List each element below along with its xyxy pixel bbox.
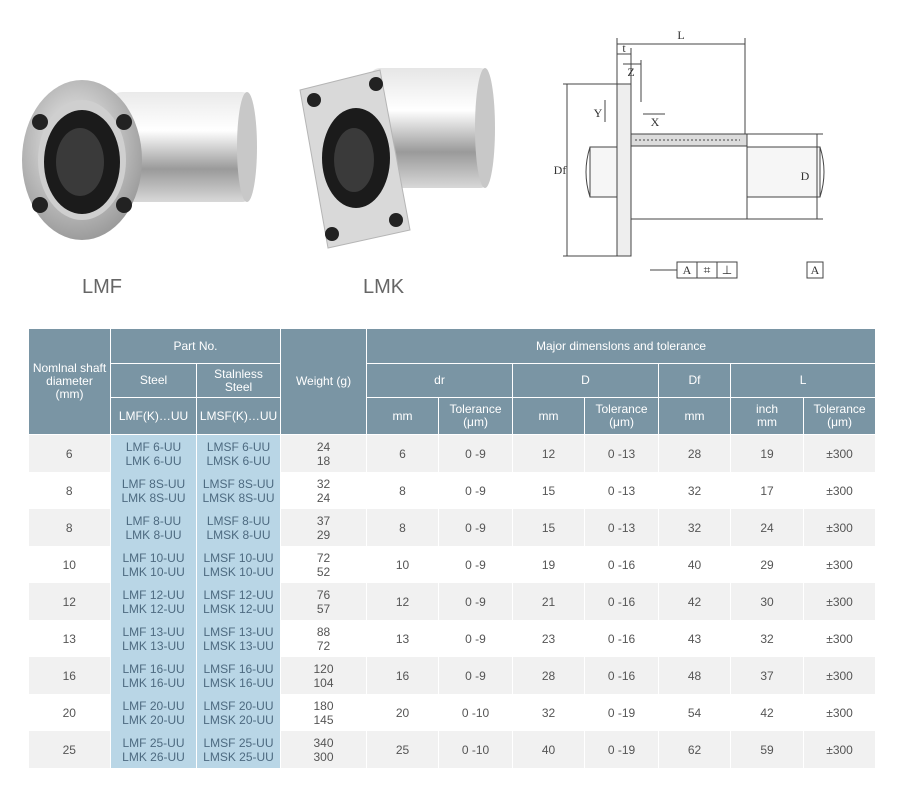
header-steel: Steel: [111, 364, 197, 398]
D-mm-cell: [513, 731, 585, 768]
stainless-part-cell: [197, 435, 281, 473]
L-tolerance-cell-text: ±300: [826, 594, 853, 609]
D-tolerance-cell-text: 0 -13: [607, 483, 636, 498]
L-tolerance-cell: [804, 620, 876, 657]
weight-cell-text: 104: [313, 675, 334, 690]
dr-tolerance-cell: [439, 509, 513, 546]
steel-part-cell-text: LMK 26-UU: [122, 749, 185, 764]
stainless-part-cell-text: LMSF 16-UU: [203, 661, 274, 676]
table-row: [29, 731, 876, 768]
L-mm-cell: [731, 472, 804, 509]
D-tolerance-cell: [585, 694, 659, 731]
stainless-part-cell-text: LMSK 25-UU: [203, 749, 274, 764]
D-tolerance-cell: [585, 620, 659, 657]
D-mm-cell: [513, 583, 585, 620]
steel-part-cell: [111, 435, 197, 473]
L-tolerance-cell-text: ±300: [826, 483, 853, 498]
L-mm-cell-text: 19: [760, 446, 774, 461]
Df-mm-cell-text: 28: [687, 446, 702, 461]
weight-cell-text: 340: [313, 735, 334, 750]
steel-part-cell-text: LMF 6-UU: [125, 439, 182, 454]
table-row: [29, 435, 876, 473]
D-mm-cell-text: 19: [541, 557, 556, 572]
Df-mm-cell: [659, 620, 731, 657]
dr-mm-cell: [367, 435, 439, 473]
Df-mm-cell-text: 43: [687, 631, 702, 646]
D-tolerance-cell: [585, 435, 659, 473]
dr-mm-cell: [367, 546, 439, 583]
stainless-part-cell-text: LMSK 16-UU: [203, 675, 274, 690]
weight-cell-text: 120: [313, 661, 334, 676]
weight-cell-text: 72: [316, 550, 331, 565]
steel-part-cell: [111, 472, 197, 509]
L-tolerance-cell-text: ±300: [826, 557, 853, 572]
dr-tolerance-cell: [439, 472, 513, 509]
weight-cell-text: 180: [313, 698, 334, 713]
dim-D-label: D: [800, 169, 810, 183]
L-mm-cell-text: 59: [760, 742, 774, 757]
L-mm-cell-text: 32: [760, 631, 774, 646]
steel-part-cell-text: LMF 20-UU: [122, 698, 185, 713]
dim-t-label: t: [622, 41, 626, 55]
header-Df: Df: [659, 364, 731, 398]
weight-cell-text: 24: [316, 490, 331, 505]
D-mm-cell-text: 12: [541, 446, 556, 461]
header-D-mm: mm: [513, 398, 585, 435]
weight-cell: [281, 657, 367, 694]
steel-part-cell-text: LMF 8-UU: [125, 513, 182, 528]
table-row: [29, 620, 876, 657]
dim-Z-label: Z: [627, 65, 635, 79]
steel-part-cell-text: LMK 16-UU: [122, 675, 185, 690]
Df-mm-cell: [659, 435, 731, 473]
dr-tolerance-cell: [439, 583, 513, 620]
dr-tolerance-cell: [439, 435, 513, 473]
stainless-part-cell-text: LMSK 13-UU: [203, 638, 274, 653]
header-dr-mm: mm: [367, 398, 439, 435]
header-L-tolerance: Tolerance (μm): [804, 398, 876, 435]
symmetry-icon: ⌗: [703, 263, 711, 277]
D-mm-cell-text: 21: [541, 594, 556, 609]
D-tolerance-cell: [585, 546, 659, 583]
weight-cell-text: 37: [316, 513, 331, 528]
dr-tolerance-cell-text: 0 -9: [465, 520, 486, 535]
dr-tolerance-cell: [439, 546, 513, 583]
Df-mm-cell: [659, 509, 731, 546]
table-row: [29, 583, 876, 620]
dr-tolerance-cell-text: 0 -9: [465, 631, 486, 646]
steel-part-cell-text: LMF 25-UU: [122, 735, 185, 750]
steel-part-cell: [111, 546, 197, 583]
weight-cell-text: 300: [313, 749, 334, 764]
L-mm-cell: [731, 509, 804, 546]
shaft-cell: [29, 620, 111, 657]
D-mm-cell-text: 15: [541, 520, 556, 535]
shaft-cell: [29, 657, 111, 694]
steel-part-cell: [111, 620, 197, 657]
D-tolerance-cell-text: 0 -16: [607, 594, 636, 609]
dr-mm-cell-text: 20: [395, 705, 410, 720]
D-mm-cell: [513, 546, 585, 583]
dr-mm-cell-text: 13: [395, 631, 410, 646]
stainless-part-cell: [197, 694, 281, 731]
D-mm-cell: [513, 620, 585, 657]
L-tolerance-cell-text: ±300: [826, 742, 853, 757]
steel-part-cell: [111, 694, 197, 731]
shaft-cell-text: 13: [62, 631, 76, 646]
dr-mm-cell-text: 16: [395, 668, 410, 683]
table-row: [29, 509, 876, 546]
shaft-cell-text: 6: [65, 446, 73, 461]
dr-tolerance-cell: [439, 620, 513, 657]
D-mm-cell-text: 32: [541, 705, 556, 720]
L-mm-cell-text: 37: [760, 668, 774, 683]
shaft-cell-text: 12: [62, 594, 76, 609]
stainless-part-cell: [197, 583, 281, 620]
shaft-cell: [29, 546, 111, 583]
dr-tolerance-cell: [439, 694, 513, 731]
lmf-product-image: [22, 70, 262, 250]
dr-mm-cell: [367, 657, 439, 694]
L-tolerance-cell: [804, 472, 876, 509]
stainless-part-cell-text: LMSF 20-UU: [203, 698, 274, 713]
dr-mm-cell: [367, 509, 439, 546]
weight-cell-text: 88: [316, 624, 331, 639]
stainless-part-cell: [197, 620, 281, 657]
L-mm-cell: [731, 657, 804, 694]
weight-cell-text: 52: [316, 564, 331, 579]
header-steel-code: LMF(K)…UU: [111, 398, 197, 435]
dr-tolerance-cell: [439, 657, 513, 694]
steel-part-cell-text: LMF 13-UU: [122, 624, 185, 639]
stainless-part-cell-text: LMSF 8S-UU: [202, 476, 275, 491]
L-tolerance-cell-text: ±300: [826, 631, 853, 646]
D-tolerance-cell-text: 0 -19: [607, 705, 636, 720]
steel-part-cell-text: LMF 8S-UU: [121, 476, 186, 491]
Df-mm-cell: [659, 546, 731, 583]
steel-part-cell-text: LMK 10-UU: [122, 564, 185, 579]
steel-part-cell-text: LMK 6-UU: [125, 453, 182, 468]
D-tolerance-cell: [585, 731, 659, 768]
Df-mm-cell: [659, 657, 731, 694]
weight-cell-text: 24: [316, 439, 331, 454]
stainless-part-cell-text: LMSK 8-UU: [206, 527, 271, 542]
steel-part-cell-text: LMF 12-UU: [122, 587, 185, 602]
weight-cell-text: 76: [316, 587, 331, 602]
weight-cell-text: 145: [313, 712, 334, 727]
shaft-cell: [29, 509, 111, 546]
table-row: [29, 657, 876, 694]
header-nominal-shaft: Nomlnal shaft diameter (mm): [29, 329, 111, 435]
stainless-part-cell-text: LMSF 10-UU: [203, 550, 274, 565]
steel-part-cell-text: LMK 12-UU: [122, 601, 185, 616]
weight-cell: [281, 472, 367, 509]
D-tolerance-cell: [585, 509, 659, 546]
weight-cell-text: 32: [316, 476, 331, 491]
Df-mm-cell-text: 62: [687, 742, 702, 757]
dr-tolerance-cell-text: 0 -9: [465, 483, 486, 498]
D-mm-cell-text: 40: [541, 742, 556, 757]
dr-mm-cell: [367, 620, 439, 657]
L-mm-cell-text: 30: [760, 594, 774, 609]
shaft-cell: [29, 694, 111, 731]
shaft-cell: [29, 472, 111, 509]
L-tolerance-cell: [804, 509, 876, 546]
header-Df-mm: mm: [659, 398, 731, 435]
Df-mm-cell-text: 40: [687, 557, 702, 572]
shaft-cell-text: 8: [65, 520, 73, 535]
header-dr: dr: [367, 364, 513, 398]
header-part-no: Part No.: [111, 329, 281, 364]
steel-part-cell-text: LMF 10-UU: [122, 550, 185, 565]
shaft-cell: [29, 435, 111, 473]
shaft-cell-text: 10: [62, 557, 76, 572]
D-tolerance-cell-text: 0 -16: [607, 668, 636, 683]
stainless-part-cell-text: LMSK 8S-UU: [202, 490, 275, 505]
Df-mm-cell-text: 32: [687, 520, 702, 535]
stainless-part-cell-text: LMSF 25-UU: [203, 735, 274, 750]
steel-part-cell-text: LMK 8S-UU: [121, 490, 186, 505]
D-mm-cell-text: 23: [541, 631, 556, 646]
steel-part-cell-text: LMF 16-UU: [122, 661, 185, 676]
dr-mm-cell: [367, 583, 439, 620]
dr-tolerance-cell-text: 0 -9: [465, 446, 486, 461]
weight-cell-text: 29: [316, 527, 331, 542]
dim-Df-label: Df: [553, 163, 567, 177]
perpendicular-icon: ⊥: [721, 263, 733, 277]
dim-X-label: X: [650, 115, 660, 129]
L-mm-cell: [731, 694, 804, 731]
stainless-part-cell: [197, 472, 281, 509]
L-mm-cell: [731, 731, 804, 768]
D-mm-cell: [513, 435, 585, 473]
D-mm-cell: [513, 657, 585, 694]
D-mm-cell: [513, 472, 585, 509]
D-mm-cell: [513, 509, 585, 546]
stainless-part-cell: [197, 546, 281, 583]
stainless-part-cell: [197, 509, 281, 546]
technical-drawing: [555, 22, 845, 284]
L-tolerance-cell: [804, 583, 876, 620]
datum-A2-label: A: [810, 263, 820, 277]
Df-mm-cell-text: 42: [687, 594, 702, 609]
header-D: D: [513, 364, 659, 398]
header-stainless-code: LMSF(K)…UU: [197, 398, 281, 435]
weight-cell: [281, 620, 367, 657]
D-tolerance-cell-text: 0 -13: [607, 520, 636, 535]
L-tolerance-cell: [804, 694, 876, 731]
shaft-cell: [29, 731, 111, 768]
dr-tolerance-cell-text: 0 -10: [461, 742, 490, 757]
L-tolerance-cell-text: ±300: [826, 446, 853, 461]
stainless-part-cell-text: LMSF 6-UU: [206, 439, 271, 454]
Df-mm-cell: [659, 694, 731, 731]
dim-Y-label: Y: [593, 106, 603, 120]
weight-cell-text: 57: [316, 601, 331, 616]
L-mm-cell-text: 24: [760, 520, 774, 535]
steel-part-cell: [111, 583, 197, 620]
Df-mm-cell: [659, 731, 731, 768]
dr-tolerance-cell-text: 0 -9: [465, 668, 486, 683]
dr-mm-cell-text: 8: [399, 483, 406, 498]
weight-cell-text: 18: [316, 453, 331, 468]
header-stainless: Stalnless Steel: [197, 364, 281, 398]
Df-mm-cell-text: 32: [687, 483, 702, 498]
steel-part-cell: [111, 509, 197, 546]
D-mm-cell-text: 15: [541, 483, 556, 498]
steel-part-cell-text: LMK 20-UU: [122, 712, 185, 727]
stainless-part-cell-text: LMSK 12-UU: [203, 601, 274, 616]
L-tolerance-cell: [804, 546, 876, 583]
steel-part-cell: [111, 731, 197, 768]
stainless-part-cell: [197, 657, 281, 694]
dr-tolerance-cell: [439, 731, 513, 768]
L-tolerance-cell: [804, 435, 876, 473]
datum-A1-label: A: [682, 263, 692, 277]
steel-part-cell-text: LMK 13-UU: [122, 638, 185, 653]
L-tolerance-cell: [804, 657, 876, 694]
L-mm-cell: [731, 620, 804, 657]
weight-cell-text: 72: [316, 638, 331, 653]
table-row: [29, 546, 876, 583]
spec-table: [28, 328, 876, 768]
Df-mm-cell-text: 48: [687, 668, 702, 683]
dr-mm-cell: [367, 694, 439, 731]
D-tolerance-cell-text: 0 -13: [607, 446, 636, 461]
stainless-part-cell-text: LMSK 10-UU: [203, 564, 274, 579]
L-tolerance-cell-text: ±300: [826, 705, 853, 720]
weight-cell: [281, 694, 367, 731]
dr-mm-cell-text: 8: [399, 520, 406, 535]
weight-cell: [281, 509, 367, 546]
weight-cell: [281, 546, 367, 583]
header-L: L: [731, 364, 876, 398]
shaft-cell-text: 25: [62, 742, 76, 757]
dr-tolerance-cell-text: 0 -9: [465, 594, 486, 609]
dr-mm-cell-text: 10: [395, 557, 410, 572]
D-tolerance-cell: [585, 657, 659, 694]
dr-tolerance-cell-text: 0 -10: [461, 705, 490, 720]
header-major-dimensions: Major dimenslons and tolerance: [367, 329, 876, 364]
dr-tolerance-cell-text: 0 -9: [465, 557, 486, 572]
spec-table-body: [29, 435, 876, 769]
dr-mm-cell-text: 6: [399, 446, 406, 461]
weight-cell: [281, 731, 367, 768]
header-D-tolerance: Tolerance (μm): [585, 398, 659, 435]
D-mm-cell-text: 28: [541, 668, 556, 683]
D-tolerance-cell-text: 0 -19: [607, 742, 636, 757]
shaft-cell-text: 16: [62, 668, 76, 683]
stainless-part-cell: [197, 731, 281, 768]
D-tolerance-cell-text: 0 -16: [607, 631, 636, 646]
L-tolerance-cell-text: ±300: [826, 668, 853, 683]
dr-mm-cell: [367, 731, 439, 768]
L-mm-cell: [731, 546, 804, 583]
L-mm-cell: [731, 435, 804, 473]
stainless-part-cell-text: LMSF 13-UU: [203, 624, 274, 639]
L-tolerance-cell: [804, 731, 876, 768]
weight-cell: [281, 435, 367, 473]
stainless-part-cell-text: LMSF 12-UU: [203, 587, 274, 602]
D-mm-cell: [513, 694, 585, 731]
D-tolerance-cell: [585, 472, 659, 509]
D-tolerance-cell-text: 0 -16: [607, 557, 636, 572]
stainless-part-cell-text: LMSK 20-UU: [203, 712, 274, 727]
L-mm-cell-text: 29: [760, 557, 774, 572]
Df-mm-cell: [659, 472, 731, 509]
stainless-part-cell-text: LMSF 8-UU: [206, 513, 271, 528]
header-weight: Weight (g): [281, 329, 367, 435]
L-mm-cell-text: 42: [760, 705, 774, 720]
shaft-cell: [29, 583, 111, 620]
steel-part-cell: [111, 657, 197, 694]
dr-mm-cell: [367, 472, 439, 509]
dr-mm-cell-text: 25: [395, 742, 410, 757]
dim-L-label: L: [677, 28, 685, 42]
L-mm-cell-text: 17: [760, 483, 774, 498]
shaft-cell-text: 20: [62, 705, 76, 720]
shaft-cell-text: 8: [65, 483, 73, 498]
L-mm-cell: [731, 583, 804, 620]
weight-cell: [281, 583, 367, 620]
table-row: [29, 694, 876, 731]
header-dr-tolerance: Tolerance (μm): [439, 398, 513, 435]
L-tolerance-cell-text: ±300: [826, 520, 853, 535]
dr-mm-cell-text: 12: [395, 594, 410, 609]
Df-mm-cell: [659, 583, 731, 620]
lmk-caption: LMK: [363, 276, 405, 298]
D-tolerance-cell: [585, 583, 659, 620]
steel-part-cell-text: LMK 8-UU: [125, 527, 182, 542]
stainless-part-cell-text: LMSK 6-UU: [206, 453, 271, 468]
lmf-caption: LMF: [82, 276, 122, 298]
table-row: [29, 472, 876, 509]
lmk-product-image: [290, 60, 510, 260]
Df-mm-cell-text: 54: [687, 705, 702, 720]
header-L-inch-mm: inch mm: [731, 398, 804, 435]
